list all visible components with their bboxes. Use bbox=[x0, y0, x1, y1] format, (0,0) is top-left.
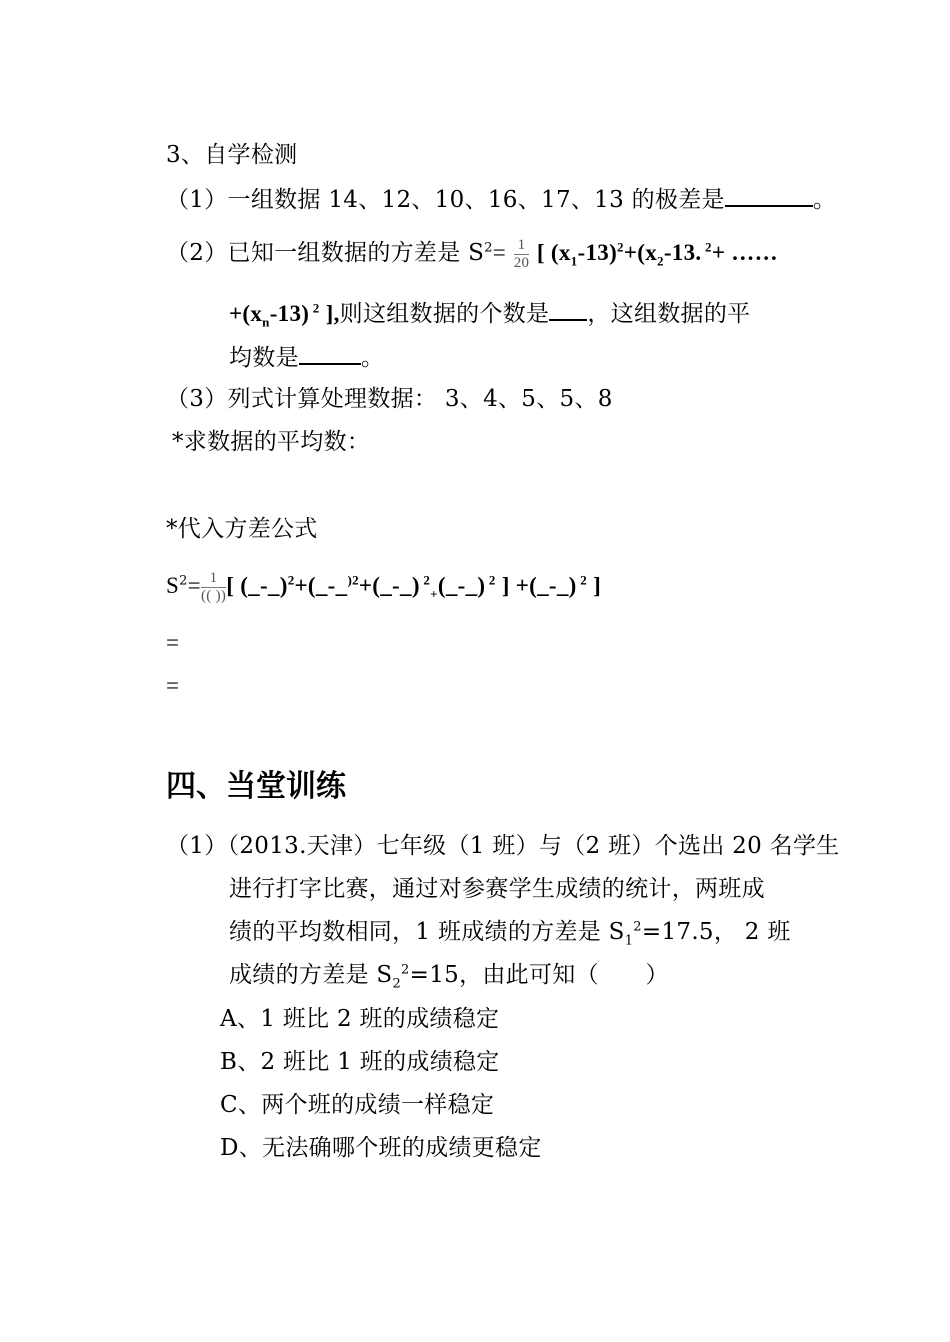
section-3-title: 3、自学检测 bbox=[166, 142, 298, 168]
exercise-1-line-4: 成绩的方差是 $S_2^2=15$，由此可知（ ） bbox=[229, 962, 669, 992]
answer-blank bbox=[299, 341, 361, 365]
answer-blank bbox=[725, 183, 813, 207]
question-2-line-3: 均数是 。 bbox=[229, 341, 384, 373]
variance-formula-part-1: [ $(x_1-13)^2+(x_2-13$. $^2$+ …… bbox=[536, 239, 778, 269]
answer-blank bbox=[549, 297, 587, 321]
question-1: （1）一组数据 14、12、10、16、17、13 的极差是 。 bbox=[166, 183, 836, 215]
question-1-text: （1）一组数据 14、12、10、16、17、13 的极差是 bbox=[166, 187, 725, 213]
exercise-1-line-2: 进行打字比赛，通过对参赛学生成绩的统计，两班成 bbox=[229, 876, 765, 902]
variance-formula-part-2: $+(x_n-13)$ $^2$ ], bbox=[229, 300, 340, 330]
fraction-one-twentieth: $\frac{1}{20}$ bbox=[513, 236, 530, 271]
option-a[interactable]: A、1 班比 2 班的成绩稳定 bbox=[220, 1006, 500, 1032]
exercise-1-line-1: （1）（2013.天津）七年级（1 班）与（2 班）个选出 20 名学生 bbox=[166, 833, 840, 859]
mean-instruction: *求数据的平均数： bbox=[172, 429, 371, 455]
question-3: （3）列式计算处理数据： 3、4、5、5、8 bbox=[166, 386, 613, 412]
fraction-template: $\frac{1}{(( ))}$ bbox=[200, 569, 227, 604]
section-4-title: 四、当堂训练 bbox=[166, 769, 346, 804]
exercise-1-line-3: 绩的平均数相同，1 班成绩的方差是 $S_1^2=17.5$， 2 班 bbox=[229, 919, 791, 949]
option-d[interactable]: D、无法确哪个班的成绩更稳定 bbox=[220, 1135, 542, 1161]
option-c[interactable]: C、两个班的成绩一样稳定 bbox=[220, 1092, 495, 1118]
variance-instruction: *代入方差公式 bbox=[166, 516, 318, 542]
question-2-line-1: （2）已知一组数据的方差是 $S^2=$ $\frac{1}{20}$ [ $(x_1-13)^2+(x_2-13$. $^2$+ …… bbox=[166, 236, 778, 271]
equals-line-1: = bbox=[166, 630, 180, 655]
variance-template-formula: $S^2=$ $\frac{1}{(( ))}$ [ (_-_)$^2$+(_-_$^{)2}$+(_-_) $^2_+$(_-_) $^2$ ] +(_-_) $^2$ ] bbox=[166, 569, 602, 604]
equals-line-2: = bbox=[166, 673, 180, 698]
question-2-line-2: $+(x_n-13)$ $^2$ ],则这组数据的个数是 ，这组数据的平 bbox=[229, 297, 750, 329]
option-b[interactable]: B、2 班比 1 班的成绩稳定 bbox=[220, 1049, 500, 1075]
